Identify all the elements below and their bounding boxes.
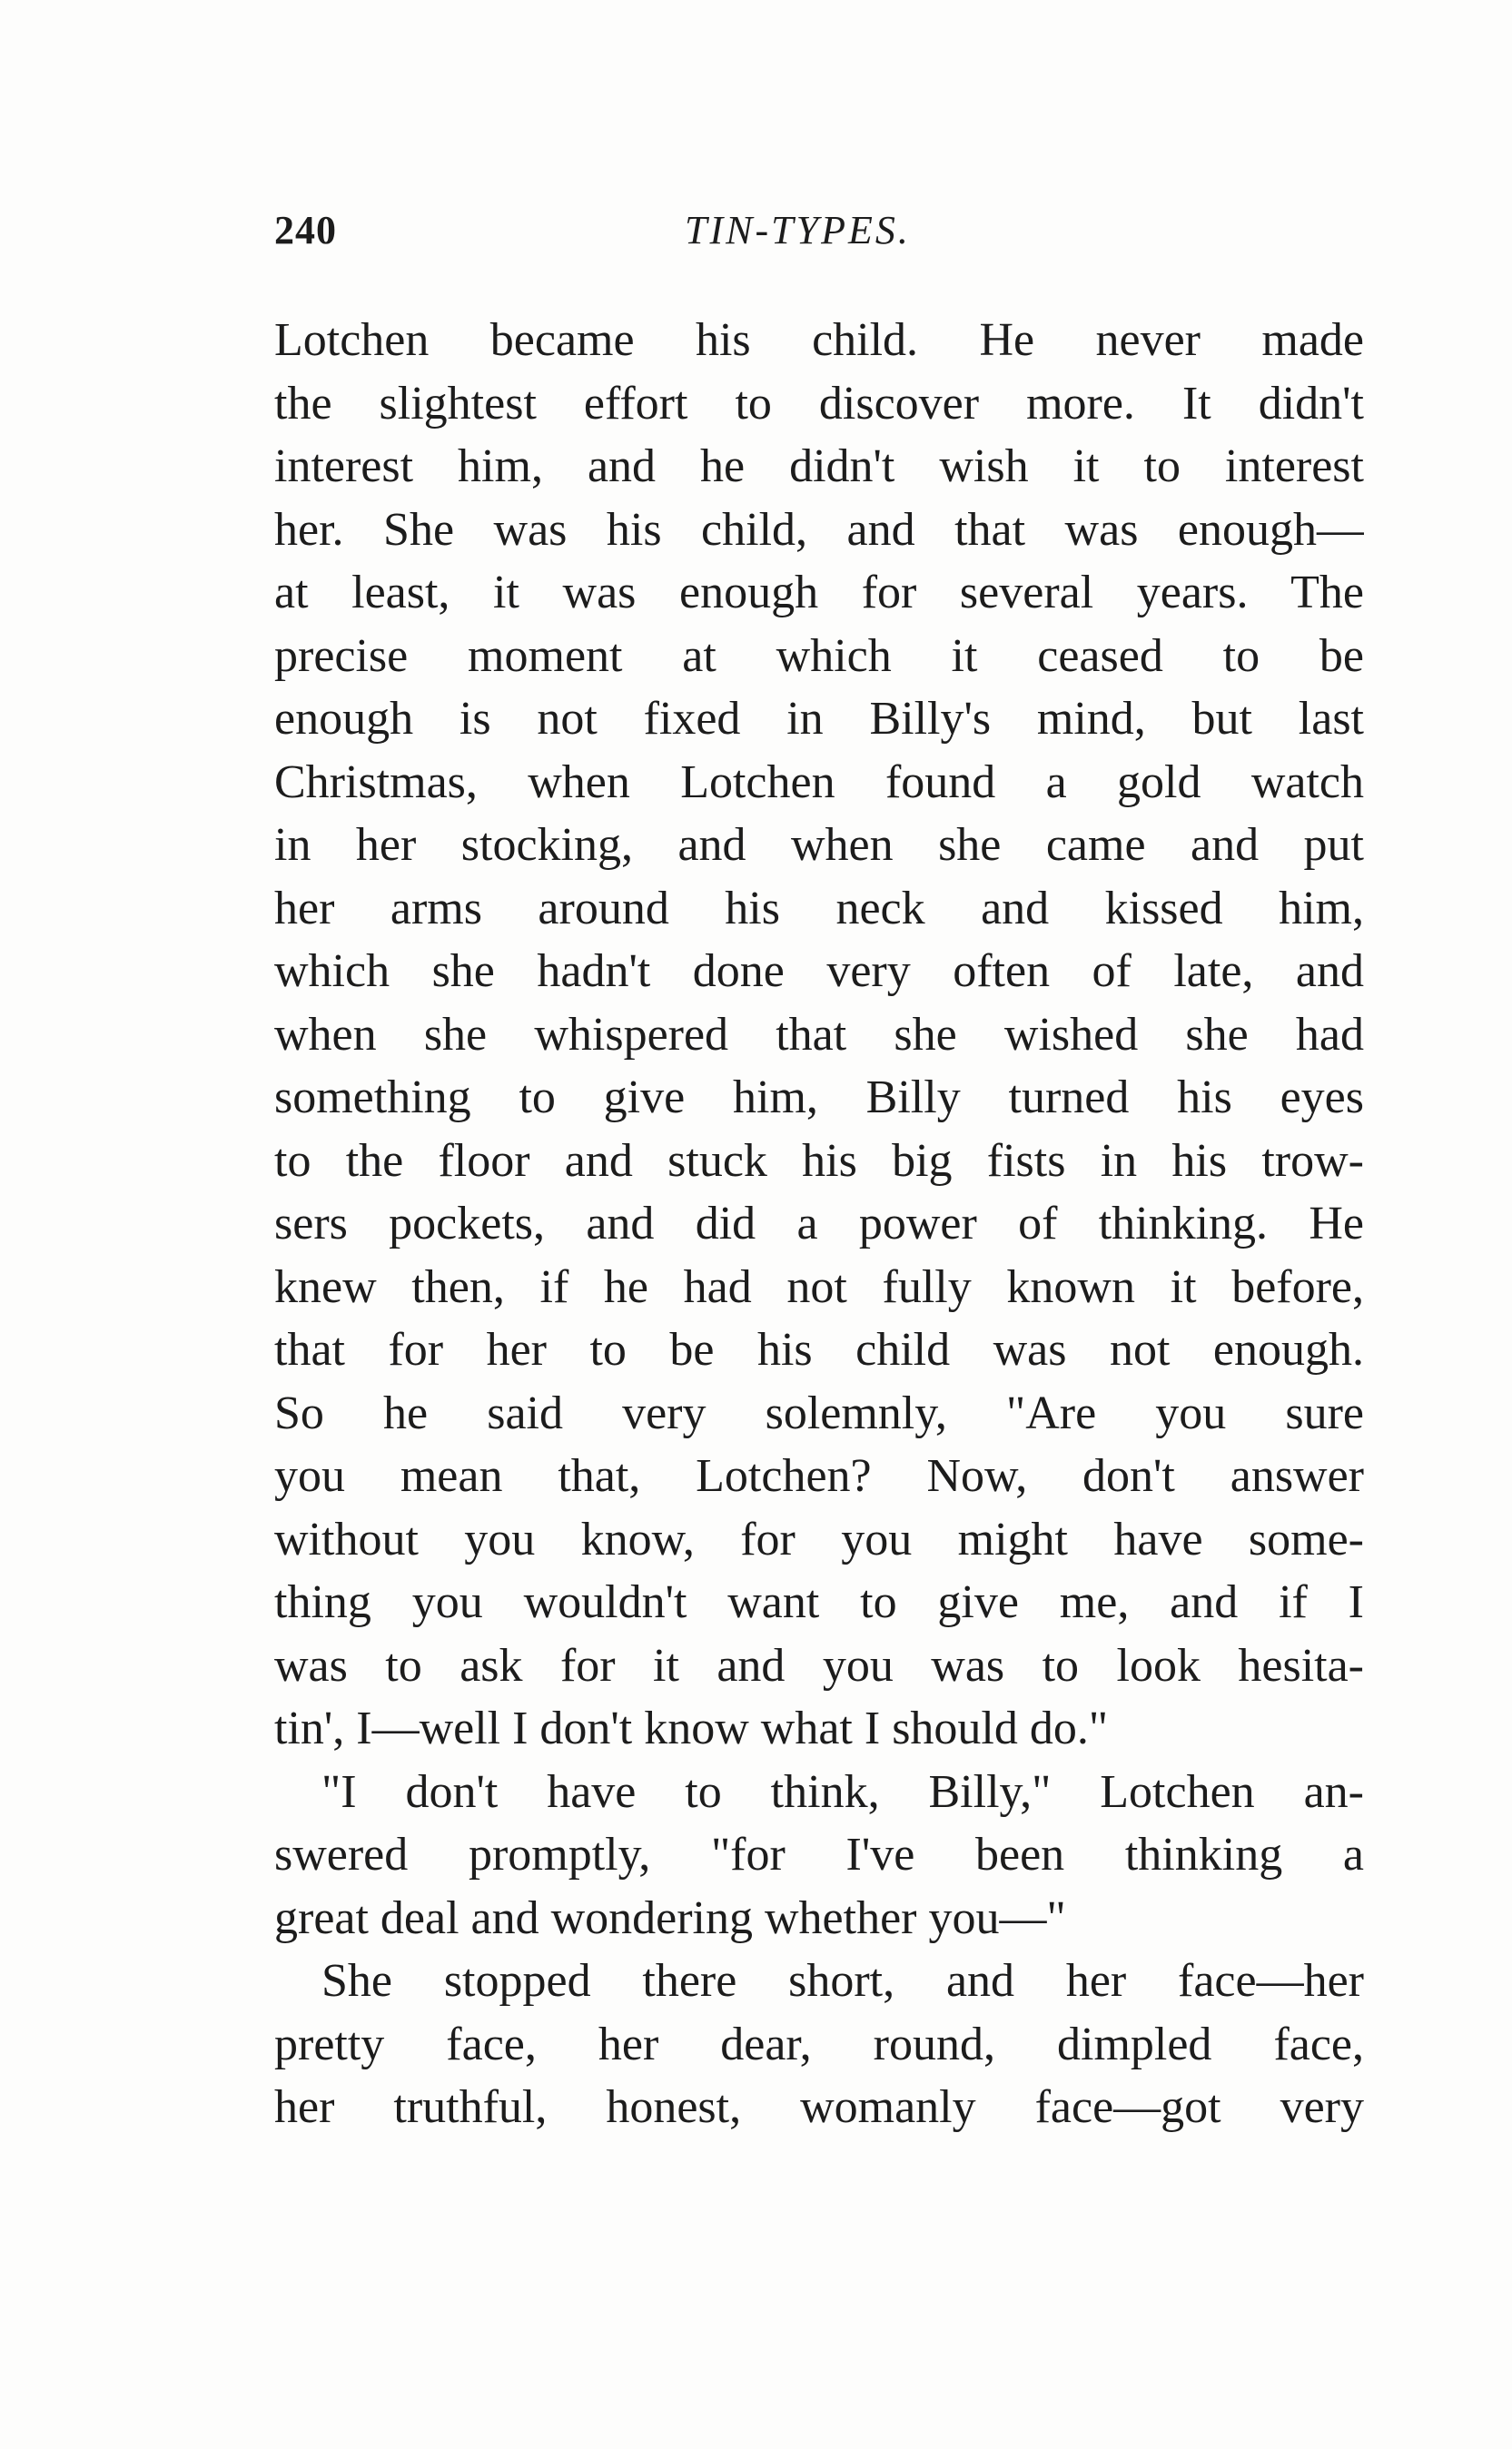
text-line: that for her to be his child was not enough.: [274, 1324, 1364, 1376]
text-line: precise moment at which it ceased to be: [274, 629, 1364, 682]
text-line: Lotchen became his child. He never made: [274, 314, 1364, 366]
page-number: 240: [274, 208, 337, 252]
text-line: enough is not fixed in Billy's mind, but last: [274, 693, 1364, 745]
text-line: interest him, and he didn't wish it to interest: [274, 440, 1364, 492]
page-header: [274, 207, 1364, 262]
text-line: sers pockets, and did a power of thinking. He: [274, 1198, 1364, 1249]
text-line: was to ask for it and you was to look hesita-: [274, 1639, 1364, 1692]
text-line: She stopped there short, and her face—her: [321, 1955, 1364, 2007]
text-line: you mean that, Lotchen? Now, don't answer: [274, 1450, 1364, 1502]
text-line: in her stocking, and when she came and put: [274, 819, 1364, 871]
body-text: [274, 309, 1364, 2139]
paragraph-end-line: great deal and wondering whether you—": [274, 1891, 1066, 1944]
text-line: swered promptly, "for I've been thinking a: [274, 1829, 1364, 1881]
text-line: when she whispered that she wished she had: [274, 1008, 1364, 1061]
text-line: something to give him, Billy turned his eyes: [274, 1071, 1364, 1123]
running-title: TIN-TYPES.: [685, 208, 911, 252]
paragraph-end-line: tin', I—well I don't know what I should do.": [274, 1703, 1109, 1754]
text-line: "I don't have to think, Billy," Lotchen an-: [321, 1765, 1364, 1818]
text-line: her. She was his child, and that was enough—: [274, 503, 1364, 556]
text-line: to the floor and stuck his big fists in his trow-: [274, 1134, 1364, 1187]
text-line: knew then, if he had not fully known it before,: [274, 1260, 1364, 1313]
text-line: the slightest effort to discover more. It didn't: [274, 377, 1364, 430]
text-line: her arms around his neck and kissed him,: [274, 882, 1364, 934]
text-line: thing you wouldn't want to give me, and if I: [274, 1576, 1364, 1628]
text-line: Christmas, when Lotchen found a gold watch: [274, 755, 1364, 808]
text-line: without you know, for you might have some-: [274, 1513, 1364, 1565]
text-line: pretty face, her dear, round, dimpled face,: [274, 2018, 1364, 2070]
text-line: which she hadn't done very often of late, and: [274, 945, 1364, 997]
text-line: at least, it was enough for several years. The: [274, 567, 1364, 618]
text-line: her truthful, honest, womanly face—got very: [274, 2081, 1364, 2133]
text-line: So he said very solemnly, "Are you sure: [274, 1387, 1364, 1439]
